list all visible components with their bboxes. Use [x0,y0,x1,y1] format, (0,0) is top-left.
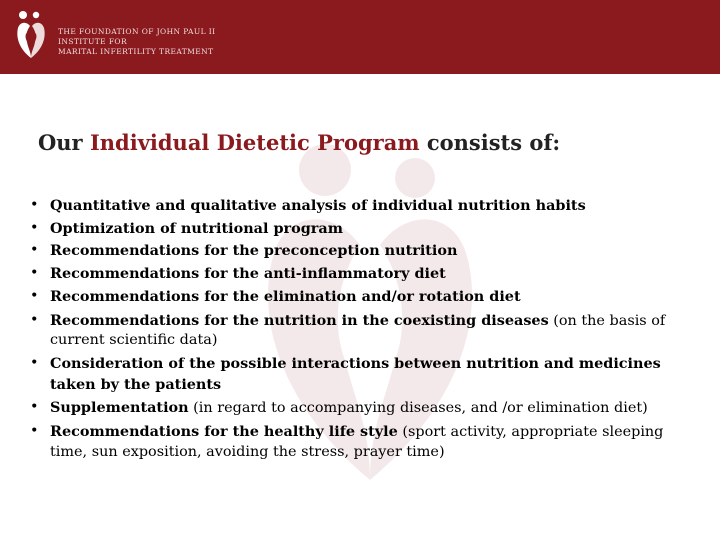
org-line-2: INSTITUTE FOR [58,37,128,46]
item-normal-text: (sport activity, appropriate sleeping time, sun exposition, avoiding the stress, prayer time) [50,424,664,460]
title-suffix: consists of: [419,130,561,155]
item-bold-text: Recommendations for the preconception nutrition [50,242,458,260]
list-item [30,422,702,462]
org-line-1: THE FOUNDATION OF JOHN PAUL II [58,27,216,36]
list-item [30,219,702,240]
item-bold-text: Recommendations for the anti-inflammatory diet [50,265,446,283]
list-item [30,196,702,217]
list-item [30,264,702,285]
list-item [30,398,702,419]
item-normal-text: (on the basis of current scientific data) [50,312,666,349]
header-bar [0,0,720,74]
list-item [30,354,702,395]
org-line-3: MARITAL INFERTILITY TREATMENT [58,47,214,56]
organization-name [58,27,215,57]
program-list [30,196,702,465]
list-item [30,311,702,351]
item-normal-text: (in regard to accompanying diseases, and /or elimination diet) [188,400,648,417]
item-bold-text: Optimization of nutritional program [50,219,343,237]
title-prefix: Our [38,130,90,155]
title-highlight: Individual Dietetic Program [89,130,420,155]
family-heart-logo-icon [14,8,48,64]
item-bold-text: Consideration of the possible interactions between nutrition and medicines taken by the patients [50,354,661,393]
item-bold-text: Supplementation [50,399,189,417]
item-bold-text: Quantitative and qualitative analysis of individual nutrition habits [50,197,586,214]
list-item [30,241,702,262]
page-title [38,130,560,155]
item-bold-text: Recommendations for the elimination and/or rotation diet [50,287,521,305]
item-bold-text: Recommendations for the healthy life style [50,423,398,441]
list-item [30,287,702,308]
item-bold-text: Recommendations for the nutrition in the coexisting diseases [50,311,549,329]
